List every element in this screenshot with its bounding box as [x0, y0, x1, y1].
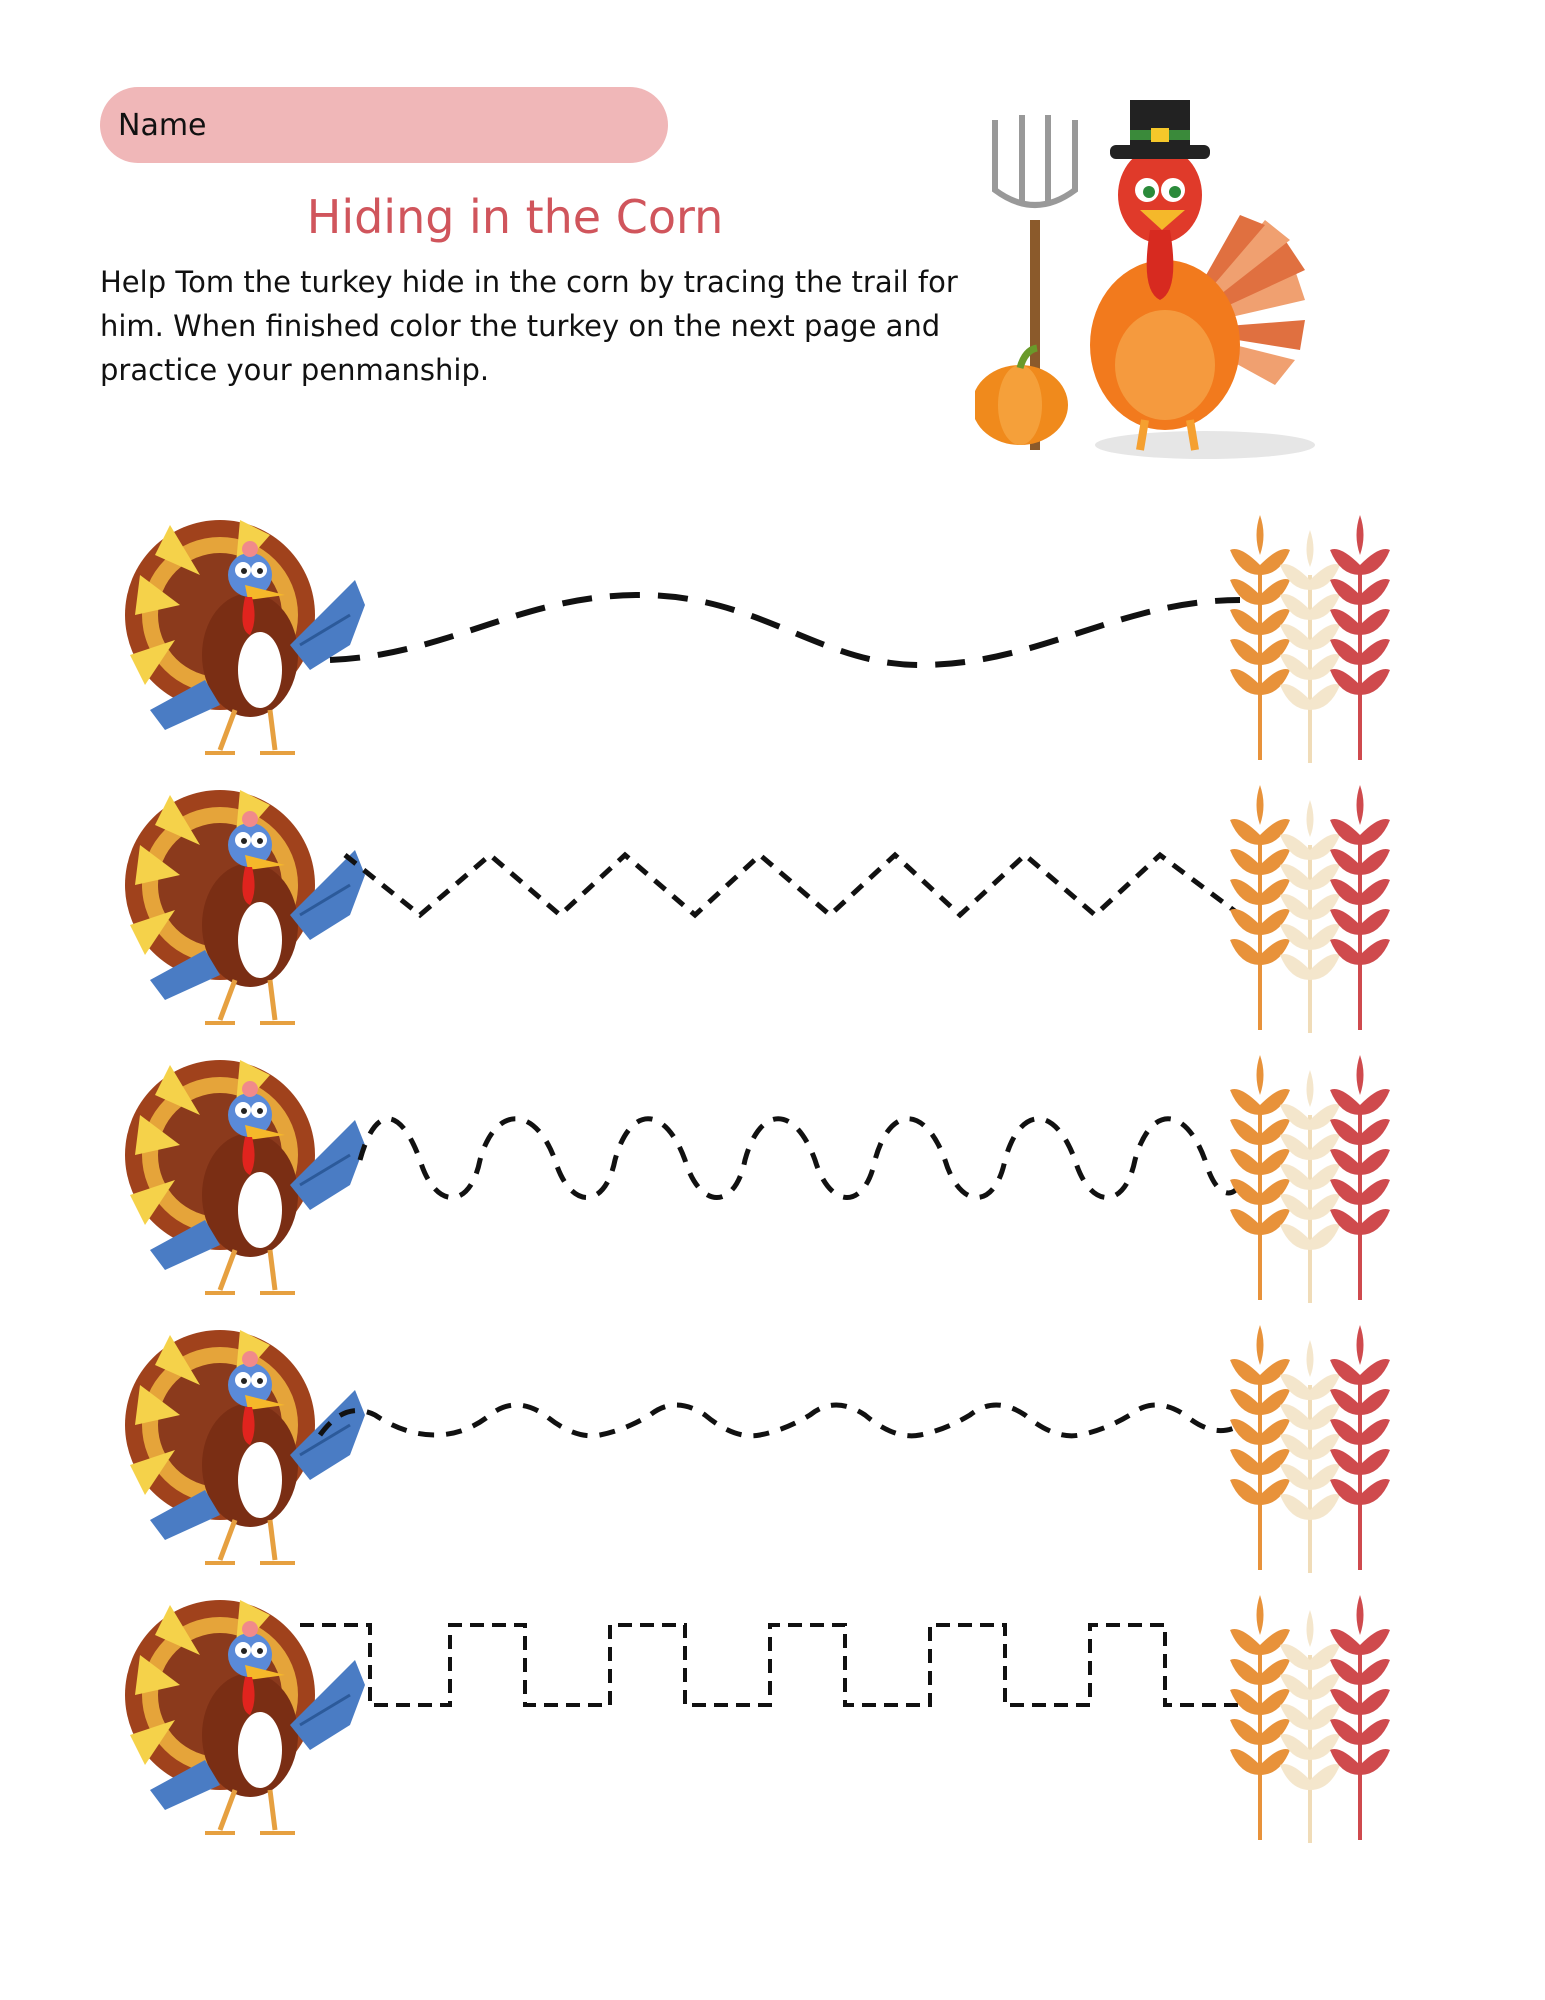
wheat-icon — [1225, 775, 1395, 1035]
trail-row-2 — [0, 775, 1545, 1040]
trail-row-4 — [0, 1315, 1545, 1580]
name-field[interactable] — [100, 87, 668, 163]
wheat-icon — [1225, 1045, 1395, 1305]
trail-row-5 — [0, 1585, 1545, 1850]
trail-row-1 — [0, 505, 1545, 770]
page-title: Hiding in the Corn — [306, 190, 724, 244]
trail-row-3 — [0, 1045, 1545, 1310]
wheat-icon — [1225, 1585, 1395, 1845]
instructions-text: Help Tom the turkey hide in the corn by tracing the trail for him. When finished color the turkey on the next page and practice your penmanship. — [100, 265, 958, 387]
wheat-icon — [1225, 1315, 1395, 1575]
wheat-icon — [1225, 505, 1395, 765]
pumpkin-icon — [975, 348, 1068, 445]
pilgrim-turkey-icon — [975, 100, 1330, 470]
name-label: Name — [118, 107, 207, 143]
